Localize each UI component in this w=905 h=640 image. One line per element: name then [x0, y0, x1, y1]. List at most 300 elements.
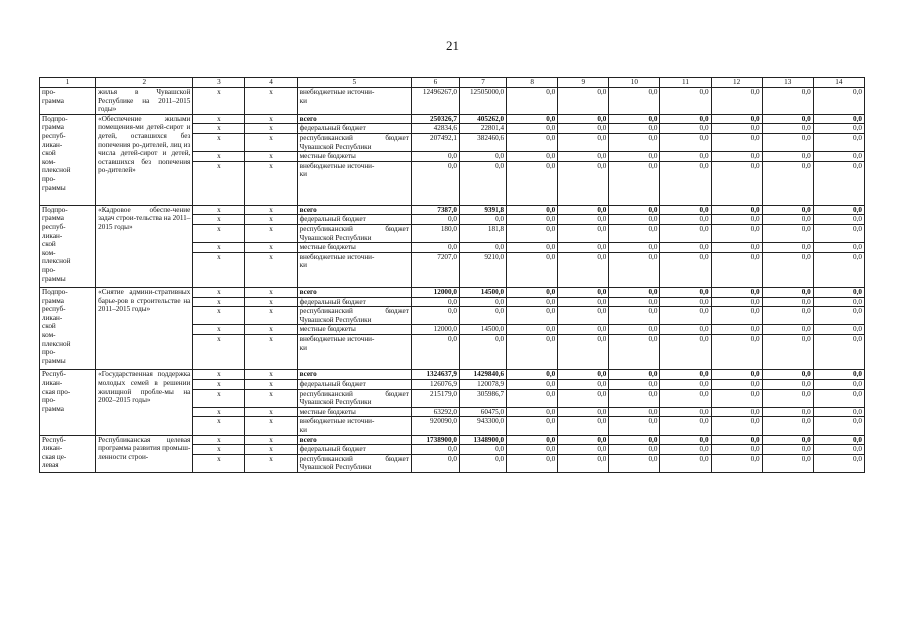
col3-cell: х [193, 124, 245, 134]
amount-col6-cell: 63292,0 [411, 407, 459, 417]
header-cell: 1 [40, 78, 96, 88]
funding-source-cell: республиканский бюджет Чувашской Республики [297, 133, 411, 151]
amount-col13-cell: 0,0 [762, 88, 813, 115]
amount-col7-cell: 0,0 [459, 215, 506, 225]
program-name-cell: жилья в Чувашской Республике на 2011–2015 годы» [96, 88, 193, 115]
header-cell: 2 [96, 78, 193, 88]
amount-col6-cell: 0,0 [411, 335, 459, 370]
amount-col10-cell: 0,0 [609, 252, 660, 287]
amount-col10-cell: 0,0 [609, 407, 660, 417]
amount-col13-cell: 0,0 [762, 161, 813, 205]
amount-col10-cell: 0,0 [609, 124, 660, 134]
funding-source-cell: федеральный бюджет [297, 380, 411, 390]
amount-col14-cell: 0,0 [813, 307, 864, 325]
amount-col8-cell: 0,0 [507, 252, 558, 287]
amount-col9-cell: 0,0 [558, 370, 609, 380]
amount-col6-cell: 0,0 [411, 297, 459, 307]
amount-col13-cell: 0,0 [762, 380, 813, 390]
amount-col6-cell: 180,0 [411, 224, 459, 242]
amount-col12-cell: 0,0 [711, 325, 762, 335]
amount-col8-cell: 0,0 [507, 389, 558, 407]
amount-col13-cell: 0,0 [762, 152, 813, 162]
program-type-cell: Респуб- ликан- ская про- про- грамма [40, 370, 96, 435]
col4-cell: х [245, 161, 297, 205]
amount-col9-cell: 0,0 [558, 307, 609, 325]
col3-cell: х [193, 407, 245, 417]
col4-cell: х [245, 435, 297, 445]
funding-source-cell: внебюджетные источни- ки [297, 161, 411, 205]
amount-col8-cell: 0,0 [507, 224, 558, 242]
amount-col13-cell: 0,0 [762, 133, 813, 151]
amount-col14-cell: 0,0 [813, 243, 864, 253]
amount-col12-cell: 0,0 [711, 152, 762, 162]
amount-col10-cell: 0,0 [609, 133, 660, 151]
amount-col7-cell: 305986,7 [459, 389, 506, 407]
amount-col14-cell: 0,0 [813, 380, 864, 390]
col3-cell: х [193, 297, 245, 307]
amount-col9-cell: 0,0 [558, 215, 609, 225]
amount-col14-cell: 0,0 [813, 252, 864, 287]
col4-cell: х [245, 152, 297, 162]
amount-col6-cell: 7207,0 [411, 252, 459, 287]
col4-cell: х [245, 335, 297, 370]
funding-source-cell: местные бюджеты [297, 152, 411, 162]
amount-col7-cell: 0,0 [459, 243, 506, 253]
funding-source-cell: федеральный бюджет [297, 297, 411, 307]
program-name-cell: «Снятие админи-стративных барье-ров в строительстве на 2011–2015 годы» [96, 288, 193, 370]
header-cell: 6 [411, 78, 459, 88]
amount-col6-cell: 0,0 [411, 307, 459, 325]
col3-cell: х [193, 389, 245, 407]
amount-col13-cell: 0,0 [762, 224, 813, 242]
col4-cell: х [245, 380, 297, 390]
funding-source-cell: республиканский бюджет Чувашской Республики [297, 307, 411, 325]
amount-col11-cell: 0,0 [660, 407, 711, 417]
amount-col12-cell: 0,0 [711, 215, 762, 225]
amount-col12-cell: 0,0 [711, 288, 762, 298]
amount-col10-cell: 0,0 [609, 454, 660, 472]
amount-col9-cell: 0,0 [558, 243, 609, 253]
amount-col13-cell: 0,0 [762, 389, 813, 407]
amount-col14-cell: 0,0 [813, 215, 864, 225]
col4-cell: х [245, 243, 297, 253]
amount-col9-cell: 0,0 [558, 114, 609, 124]
program-name-cell: Республиканская целевая программа развития промыш-ленности строи- [96, 435, 193, 472]
amount-col8-cell: 0,0 [507, 152, 558, 162]
amount-col7-cell: 22801,4 [459, 124, 506, 134]
amount-col12-cell: 0,0 [711, 114, 762, 124]
amount-col14-cell: 0,0 [813, 88, 864, 115]
amount-col14-cell: 0,0 [813, 205, 864, 215]
program-type-cell: про- грамма [40, 88, 96, 115]
amount-col7-cell: 9391,8 [459, 205, 506, 215]
amount-col11-cell: 0,0 [660, 335, 711, 370]
col4-cell: х [245, 325, 297, 335]
col4-cell: х [245, 224, 297, 242]
table-row [40, 435, 865, 445]
amount-col12-cell: 0,0 [711, 417, 762, 435]
amount-col8-cell: 0,0 [507, 288, 558, 298]
amount-col10-cell: 0,0 [609, 161, 660, 205]
amount-col11-cell: 0,0 [660, 417, 711, 435]
amount-col9-cell: 0,0 [558, 152, 609, 162]
amount-col13-cell: 0,0 [762, 124, 813, 134]
funding-source-cell: республиканский бюджет Чувашской Республики [297, 389, 411, 407]
amount-col12-cell: 0,0 [711, 133, 762, 151]
amount-col14-cell: 0,0 [813, 445, 864, 455]
funding-source-cell: местные бюджеты [297, 325, 411, 335]
program-name-cell: «Кадровое обеспе-чение задач строи-тельства на 2011–2015 годы» [96, 205, 193, 287]
amount-col13-cell: 0,0 [762, 445, 813, 455]
funding-source-cell: внебюджетные источни- ки [297, 252, 411, 287]
page-number: 21 [446, 38, 459, 53]
amount-col12-cell: 0,0 [711, 224, 762, 242]
amount-col8-cell: 0,0 [507, 407, 558, 417]
amount-col14-cell: 0,0 [813, 124, 864, 134]
header-cell: 3 [193, 78, 245, 88]
amount-col14-cell: 0,0 [813, 297, 864, 307]
amount-col6-cell: 0,0 [411, 445, 459, 455]
amount-col12-cell: 0,0 [711, 335, 762, 370]
amount-col11-cell: 0,0 [660, 297, 711, 307]
col4-cell: х [245, 417, 297, 435]
amount-col9-cell: 0,0 [558, 407, 609, 417]
amount-col14-cell: 0,0 [813, 161, 864, 205]
col4-cell: х [245, 389, 297, 407]
amount-col13-cell: 0,0 [762, 252, 813, 287]
amount-col13-cell: 0,0 [762, 288, 813, 298]
amount-col9-cell: 0,0 [558, 297, 609, 307]
amount-col8-cell: 0,0 [507, 133, 558, 151]
amount-col6-cell: 42834,6 [411, 124, 459, 134]
amount-col8-cell: 0,0 [507, 380, 558, 390]
amount-col14-cell: 0,0 [813, 335, 864, 370]
amount-col11-cell: 0,0 [660, 243, 711, 253]
table-body [40, 88, 865, 473]
amount-col7-cell: 1348900,0 [459, 435, 506, 445]
amount-col13-cell: 0,0 [762, 114, 813, 124]
funding-source-cell: республиканский бюджет Чувашской Республики [297, 224, 411, 242]
program-name-cell: «Государственная поддержка молодых семей в решении жилищной пробле-мы на 2002–2015 годы» [96, 370, 193, 435]
amount-col10-cell: 0,0 [609, 389, 660, 407]
amount-col10-cell: 0,0 [609, 243, 660, 253]
amount-col7-cell: 943300,0 [459, 417, 506, 435]
program-type-cell: Подпро- грамма респуб- ликан- ской ком- плексной про- граммы [40, 205, 96, 287]
amount-col9-cell: 0,0 [558, 389, 609, 407]
amount-col6-cell: 0,0 [411, 152, 459, 162]
amount-col14-cell: 0,0 [813, 454, 864, 472]
amount-col7-cell: 0,0 [459, 454, 506, 472]
col4-cell: х [245, 205, 297, 215]
amount-col14-cell: 0,0 [813, 114, 864, 124]
funding-source-cell: всего [297, 370, 411, 380]
amount-col6-cell: 126076,9 [411, 380, 459, 390]
budget-table [39, 77, 865, 473]
col3-cell: х [193, 380, 245, 390]
amount-col13-cell: 0,0 [762, 435, 813, 445]
amount-col12-cell: 0,0 [711, 380, 762, 390]
amount-col11-cell: 0,0 [660, 435, 711, 445]
header-cell: 12 [711, 78, 762, 88]
amount-col13-cell: 0,0 [762, 407, 813, 417]
header-cell: 4 [245, 78, 297, 88]
amount-col12-cell: 0,0 [711, 243, 762, 253]
col3-cell: х [193, 133, 245, 151]
col4-cell: х [245, 370, 297, 380]
amount-col11-cell: 0,0 [660, 114, 711, 124]
amount-col9-cell: 0,0 [558, 205, 609, 215]
funding-source-cell: всего [297, 288, 411, 298]
amount-col11-cell: 0,0 [660, 325, 711, 335]
amount-col14-cell: 0,0 [813, 370, 864, 380]
table-row [40, 288, 865, 298]
amount-col7-cell: 120078,9 [459, 380, 506, 390]
header-cell: 14 [813, 78, 864, 88]
header-cell: 9 [558, 78, 609, 88]
amount-col14-cell: 0,0 [813, 435, 864, 445]
amount-col6-cell: 207492,1 [411, 133, 459, 151]
amount-col10-cell: 0,0 [609, 297, 660, 307]
amount-col7-cell: 0,0 [459, 335, 506, 370]
col3-cell: х [193, 417, 245, 435]
amount-col7-cell: 0,0 [459, 445, 506, 455]
amount-col14-cell: 0,0 [813, 407, 864, 417]
table-row [40, 114, 865, 124]
col3-cell: х [193, 435, 245, 445]
amount-col6-cell: 920090,0 [411, 417, 459, 435]
amount-col12-cell: 0,0 [711, 88, 762, 115]
amount-col13-cell: 0,0 [762, 454, 813, 472]
amount-col11-cell: 0,0 [660, 380, 711, 390]
amount-col11-cell: 0,0 [660, 307, 711, 325]
col4-cell: х [245, 114, 297, 124]
amount-col9-cell: 0,0 [558, 325, 609, 335]
amount-col8-cell: 0,0 [507, 417, 558, 435]
col4-cell: х [245, 133, 297, 151]
col3-cell: х [193, 205, 245, 215]
amount-col9-cell: 0,0 [558, 445, 609, 455]
amount-col12-cell: 0,0 [711, 435, 762, 445]
amount-col10-cell: 0,0 [609, 380, 660, 390]
col4-cell: х [245, 88, 297, 115]
amount-col8-cell: 0,0 [507, 307, 558, 325]
header-cell: 13 [762, 78, 813, 88]
amount-col7-cell: 12505000,0 [459, 88, 506, 115]
amount-col10-cell: 0,0 [609, 224, 660, 242]
funding-source-cell: внебюджетные источни- ки [297, 88, 411, 115]
amount-col7-cell: 14500,0 [459, 288, 506, 298]
amount-col10-cell: 0,0 [609, 325, 660, 335]
amount-col13-cell: 0,0 [762, 243, 813, 253]
col4-cell: х [245, 454, 297, 472]
amount-col8-cell: 0,0 [507, 114, 558, 124]
col3-cell: х [193, 88, 245, 115]
amount-col6-cell: 1324637,9 [411, 370, 459, 380]
header-cell: 8 [507, 78, 558, 88]
amount-col6-cell: 0,0 [411, 161, 459, 205]
amount-col10-cell: 0,0 [609, 370, 660, 380]
amount-col8-cell: 0,0 [507, 370, 558, 380]
funding-source-cell: местные бюджеты [297, 407, 411, 417]
funding-source-cell: всего [297, 435, 411, 445]
amount-col12-cell: 0,0 [711, 161, 762, 205]
amount-col8-cell: 0,0 [507, 205, 558, 215]
col4-cell: х [245, 407, 297, 417]
amount-col6-cell: 0,0 [411, 454, 459, 472]
header-cell: 5 [297, 78, 411, 88]
table-row [40, 370, 865, 380]
col3-cell: х [193, 152, 245, 162]
amount-col11-cell: 0,0 [660, 88, 711, 115]
amount-col14-cell: 0,0 [813, 389, 864, 407]
col3-cell: х [193, 252, 245, 287]
amount-col7-cell: 0,0 [459, 152, 506, 162]
col3-cell: х [193, 325, 245, 335]
amount-col13-cell: 0,0 [762, 215, 813, 225]
amount-col12-cell: 0,0 [711, 454, 762, 472]
amount-col10-cell: 0,0 [609, 215, 660, 225]
col4-cell: х [245, 288, 297, 298]
amount-col10-cell: 0,0 [609, 435, 660, 445]
amount-col11-cell: 0,0 [660, 370, 711, 380]
amount-col12-cell: 0,0 [711, 205, 762, 215]
amount-col12-cell: 0,0 [711, 307, 762, 325]
funding-source-cell: федеральный бюджет [297, 215, 411, 225]
col4-cell: х [245, 124, 297, 134]
funding-source-cell: внебюджетные источни- ки [297, 417, 411, 435]
amount-col11-cell: 0,0 [660, 288, 711, 298]
amount-col8-cell: 0,0 [507, 243, 558, 253]
amount-col8-cell: 0,0 [507, 325, 558, 335]
funding-source-cell: всего [297, 205, 411, 215]
amount-col9-cell: 0,0 [558, 224, 609, 242]
col4-cell: х [245, 445, 297, 455]
amount-col6-cell: 250326,7 [411, 114, 459, 124]
amount-col7-cell: 9210,0 [459, 252, 506, 287]
amount-col6-cell: 12496267,0 [411, 88, 459, 115]
amount-col10-cell: 0,0 [609, 152, 660, 162]
col3-cell: х [193, 243, 245, 253]
amount-col10-cell: 0,0 [609, 335, 660, 370]
header-cell: 10 [609, 78, 660, 88]
header-cell: 11 [660, 78, 711, 88]
amount-col9-cell: 0,0 [558, 335, 609, 370]
col4-cell: х [245, 307, 297, 325]
amount-col12-cell: 0,0 [711, 389, 762, 407]
amount-col10-cell: 0,0 [609, 445, 660, 455]
col4-cell: х [245, 297, 297, 307]
amount-col7-cell: 382460,6 [459, 133, 506, 151]
funding-source-cell: местные бюджеты [297, 243, 411, 253]
amount-col7-cell: 0,0 [459, 161, 506, 205]
amount-col6-cell: 7387,0 [411, 205, 459, 215]
amount-col8-cell: 0,0 [507, 161, 558, 205]
amount-col10-cell: 0,0 [609, 114, 660, 124]
amount-col10-cell: 0,0 [609, 205, 660, 215]
amount-col13-cell: 0,0 [762, 297, 813, 307]
amount-col8-cell: 0,0 [507, 88, 558, 115]
amount-col7-cell: 1429840,6 [459, 370, 506, 380]
amount-col10-cell: 0,0 [609, 88, 660, 115]
amount-col9-cell: 0,0 [558, 435, 609, 445]
funding-source-cell: федеральный бюджет [297, 445, 411, 455]
funding-source-cell: федеральный бюджет [297, 124, 411, 134]
program-type-cell: Респуб- ликан- ская це- левая [40, 435, 96, 472]
amount-col11-cell: 0,0 [660, 215, 711, 225]
col3-cell: х [193, 215, 245, 225]
amount-col8-cell: 0,0 [507, 445, 558, 455]
amount-col7-cell: 405262,0 [459, 114, 506, 124]
col3-cell: х [193, 114, 245, 124]
amount-col12-cell: 0,0 [711, 297, 762, 307]
amount-col11-cell: 0,0 [660, 252, 711, 287]
col3-cell: х [193, 224, 245, 242]
program-type-cell: Подпро- грамма респуб- ликан- ской ком- плексной про- граммы [40, 288, 96, 370]
amount-col8-cell: 0,0 [507, 124, 558, 134]
amount-col11-cell: 0,0 [660, 133, 711, 151]
amount-col11-cell: 0,0 [660, 454, 711, 472]
amount-col9-cell: 0,0 [558, 454, 609, 472]
funding-source-cell: республиканский бюджет Чувашской Республики [297, 454, 411, 472]
amount-col6-cell: 12000,0 [411, 325, 459, 335]
amount-col13-cell: 0,0 [762, 335, 813, 370]
amount-col7-cell: 14500,0 [459, 325, 506, 335]
amount-col13-cell: 0,0 [762, 325, 813, 335]
amount-col11-cell: 0,0 [660, 205, 711, 215]
col4-cell: х [245, 252, 297, 287]
amount-col11-cell: 0,0 [660, 124, 711, 134]
amount-col14-cell: 0,0 [813, 133, 864, 151]
amount-col7-cell: 60475,0 [459, 407, 506, 417]
header-cell: 7 [459, 78, 506, 88]
amount-col8-cell: 0,0 [507, 335, 558, 370]
amount-col13-cell: 0,0 [762, 417, 813, 435]
amount-col9-cell: 0,0 [558, 161, 609, 205]
amount-col14-cell: 0,0 [813, 152, 864, 162]
amount-col11-cell: 0,0 [660, 389, 711, 407]
amount-col9-cell: 0,0 [558, 124, 609, 134]
program-name-cell: «Обеспечение жилыми помещения-ми детей-сирот и детей, оставшихся без попечения ро-дителей, лиц из числа детей-сирот и детей, оставшихся без попечения ро-дителей» [96, 114, 193, 205]
amount-col7-cell: 181,8 [459, 224, 506, 242]
col3-cell: х [193, 445, 245, 455]
amount-col12-cell: 0,0 [711, 370, 762, 380]
amount-col8-cell: 0,0 [507, 297, 558, 307]
amount-col12-cell: 0,0 [711, 124, 762, 134]
amount-col6-cell: 12000,0 [411, 288, 459, 298]
amount-col9-cell: 0,0 [558, 88, 609, 115]
amount-col12-cell: 0,0 [711, 407, 762, 417]
amount-col14-cell: 0,0 [813, 224, 864, 242]
amount-col11-cell: 0,0 [660, 224, 711, 242]
col3-cell: х [193, 370, 245, 380]
header-row [40, 78, 865, 88]
amount-col9-cell: 0,0 [558, 417, 609, 435]
amount-col10-cell: 0,0 [609, 307, 660, 325]
table-row [40, 205, 865, 215]
amount-col11-cell: 0,0 [660, 161, 711, 205]
col3-cell: х [193, 288, 245, 298]
amount-col14-cell: 0,0 [813, 325, 864, 335]
amount-col7-cell: 0,0 [459, 297, 506, 307]
funding-source-cell: внебюджетные источни- ки [297, 335, 411, 370]
amount-col8-cell: 0,0 [507, 435, 558, 445]
table-row [40, 88, 865, 115]
amount-col10-cell: 0,0 [609, 417, 660, 435]
amount-col6-cell: 1738900,0 [411, 435, 459, 445]
amount-col6-cell: 215179,0 [411, 389, 459, 407]
program-type-cell: Подпро- грамма респуб- ликан- ской ком- плексной про- граммы [40, 114, 96, 205]
amount-col10-cell: 0,0 [609, 288, 660, 298]
